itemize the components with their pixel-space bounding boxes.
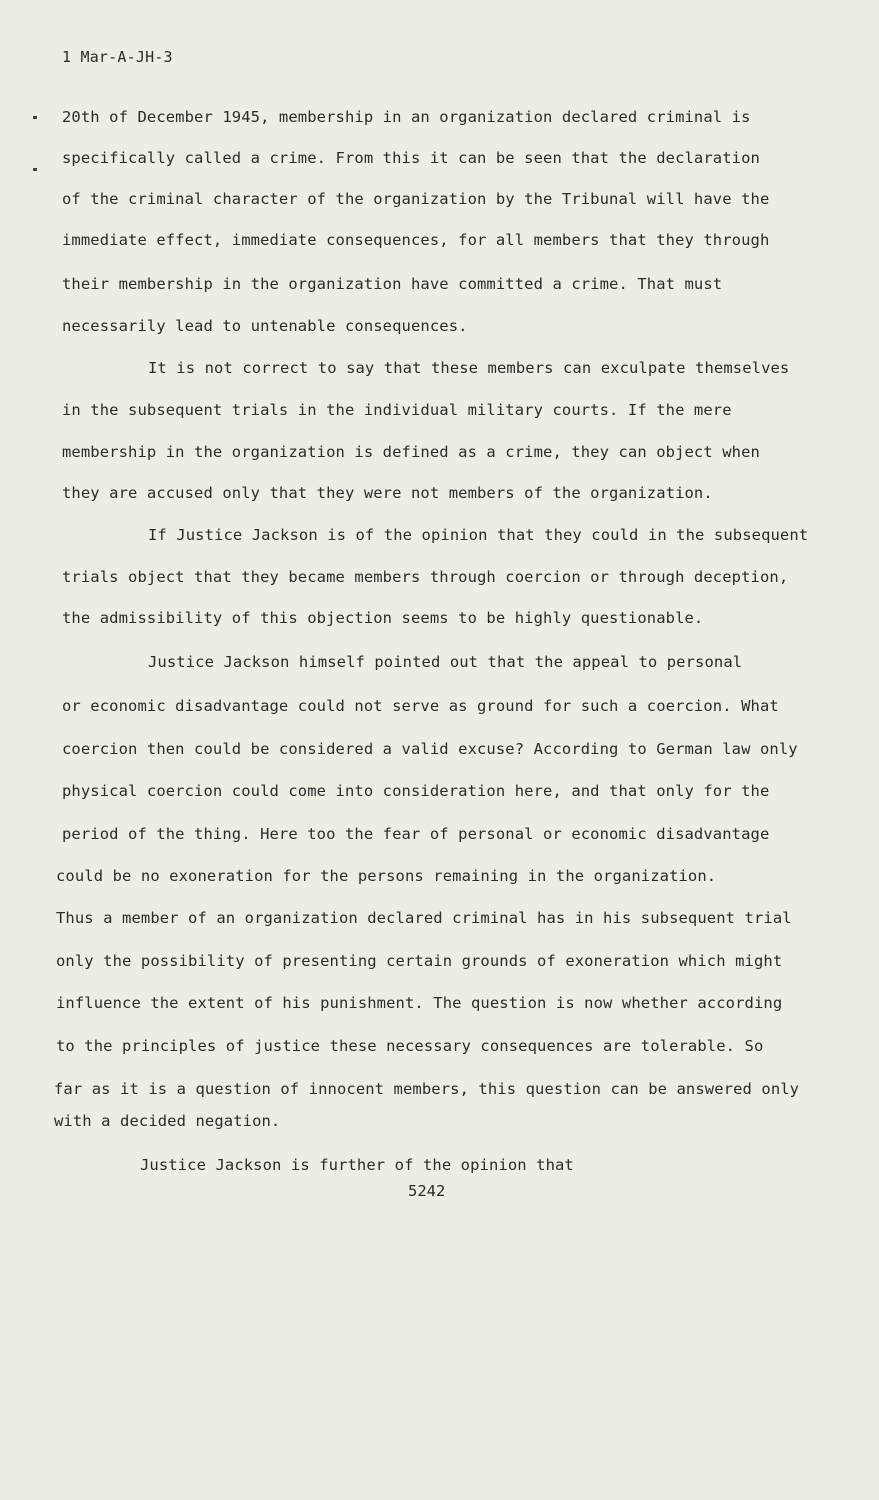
text-line: Justice Jackson is further of the opinion that [140, 1156, 574, 1174]
text-line: immediate effect, immediate consequences, for all members that they through [62, 231, 770, 249]
text-line: only the possibility of presenting certain grounds of exoneration which might [56, 952, 783, 970]
margin-mark [33, 168, 37, 171]
text-line: period of the thing. Here too the fear of personal or economic disadvantage [62, 825, 770, 843]
text-line: membership in the organization is defined as a crime, they can object when [62, 443, 760, 461]
text-line: they are accused only that they were not members of the organization. [62, 484, 713, 502]
text-line: It is not correct to say that these members can exculpate themselves [148, 359, 790, 377]
text-line: of the criminal character of the organization by the Tribunal will have the [62, 190, 770, 208]
text-line: could be no exoneration for the persons remaining in the organization. [56, 867, 717, 885]
text-line: specifically called a crime. From this it can be seen that the declaration [62, 149, 760, 167]
text-line: in the subsequent trials in the individual military courts. If the mere [62, 401, 732, 419]
text-line: to the principles of justice these necessary consequences are tolerable. So [56, 1037, 764, 1055]
text-line: trials object that they became members through coercion or through deception, [62, 568, 789, 586]
margin-mark [33, 116, 37, 119]
text-line: their membership in the organization have committed a crime. That must [62, 275, 723, 293]
text-line: with a decided negation. [54, 1112, 281, 1130]
text-line: far as it is a question of innocent members, this question can be answered only [54, 1080, 800, 1098]
document-header: 1 Mar-A-JH-3 [62, 48, 173, 66]
text-line: Thus a member of an organization declared criminal has in his subsequent trial [56, 909, 792, 927]
text-line: necessarily lead to untenable consequences. [62, 317, 468, 335]
text-line: physical coercion could come into consideration here, and that only for the [62, 782, 770, 800]
page-number: 5242 [408, 1182, 446, 1200]
text-line: coercion then could be considered a valid excuse? According to German law only [62, 740, 798, 758]
text-line: or economic disadvantage could not serve as ground for such a coercion. What [62, 697, 779, 715]
text-line: If Justice Jackson is of the opinion that they could in the subsequent [148, 526, 809, 544]
text-line: the admissibility of this objection seems to be highly questionable. [62, 609, 704, 627]
text-line: Justice Jackson himself pointed out that the appeal to personal [148, 653, 743, 671]
text-line: influence the extent of his punishment. The question is now whether according [56, 994, 783, 1012]
text-line: 20th of December 1945, membership in an organization declared criminal is [62, 108, 751, 126]
